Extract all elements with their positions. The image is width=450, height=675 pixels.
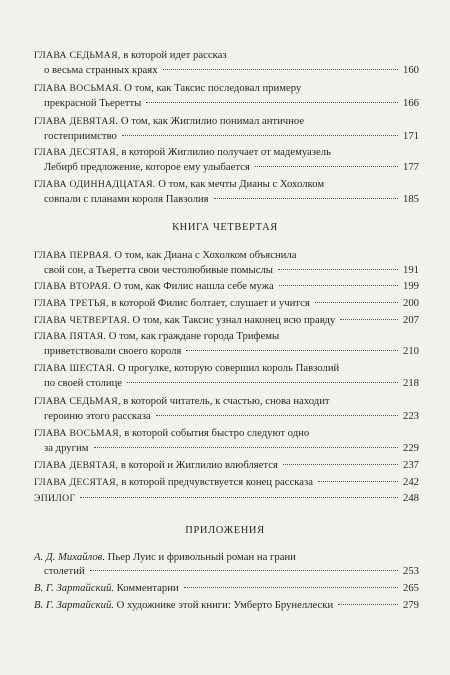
- chapter-title-line: гостеприимство: [44, 130, 117, 142]
- chapter-title-line: в которой события быстро следуют одно: [124, 427, 310, 439]
- book-four-heading: КНИГА ЧЕТВЕРТАЯ: [172, 222, 278, 233]
- chapter-heading: ГЛАВА ШЕСТАЯ.: [34, 363, 116, 374]
- dot-leader: [278, 269, 398, 270]
- page-number: 248: [402, 492, 419, 504]
- chapter-title-line: О прогулке, которую совершил король Павзолий: [117, 362, 340, 374]
- page-number: 166: [402, 97, 419, 109]
- toc-entry: [34, 177, 419, 206]
- article-title-line: столетий: [44, 565, 85, 577]
- chapter-heading: ГЛАВА ЧЕТВЕРТАЯ.: [34, 315, 130, 326]
- page-number: 237: [402, 459, 419, 471]
- chapter-title-line: Лебирб предложение, которое ему улыбается: [44, 161, 250, 173]
- toc-entry: [34, 550, 419, 578]
- chapter-title-line: в которой Филис болтает, слушает и учится: [111, 297, 310, 309]
- chapter-heading: ГЛАВА ДЕСЯТАЯ,: [34, 477, 119, 488]
- appendices-heading: ПРИЛОЖЕНИЯ: [185, 525, 265, 536]
- page-number: 253: [402, 565, 419, 577]
- epilogue-heading: ЭПИЛОГ: [34, 493, 76, 504]
- chapter-title-line: О том, как граждане города Трифемы: [108, 330, 280, 342]
- dot-leader: [122, 135, 398, 136]
- toc-entry: [34, 458, 419, 473]
- chapter-title-line: в которой и Жиглилио влюбляется: [120, 459, 278, 471]
- article-title-line: О художнике этой книги: Умберто Брунеллески: [116, 599, 334, 611]
- chapter-heading: ГЛАВА ПЯТАЯ.: [34, 331, 107, 342]
- dot-leader: [255, 166, 398, 167]
- toc-entry: [34, 598, 419, 612]
- page-number: 242: [402, 476, 419, 488]
- toc-entry: [34, 48, 419, 77]
- chapter-title-line: в которой Жиглилио получает от мадемуазель: [121, 146, 331, 158]
- toc-entry: [34, 475, 419, 490]
- dot-leader: [90, 570, 398, 571]
- chapter-title-line: О том, как Диана с Хохолком объяснила: [114, 249, 297, 261]
- dot-leader: [283, 464, 398, 465]
- chapter-title-line: свой сон, а Тьеретта свои честолюбивые помыслы: [44, 264, 273, 276]
- article-title-line: Комментарии: [116, 582, 179, 594]
- page-number: 229: [402, 442, 419, 454]
- chapter-title-line: о весьма странных краях: [44, 64, 158, 76]
- dot-leader: [94, 447, 398, 448]
- dot-leader: [146, 102, 398, 103]
- page-number: 218: [402, 377, 419, 389]
- chapter-heading: ГЛАВА СЕДЬМАЯ,: [34, 396, 121, 407]
- dot-leader: [156, 415, 398, 416]
- toc-entry: [34, 581, 419, 595]
- dot-leader: [214, 198, 398, 199]
- chapter-title-line: по своей столице: [44, 377, 123, 389]
- page-number: 207: [402, 314, 419, 326]
- article-title-line: Пьер Луис и фривольный роман на грани: [107, 551, 296, 563]
- page-number: 177: [402, 161, 419, 173]
- page-number: 191: [402, 264, 419, 276]
- toc-entry: [34, 426, 419, 455]
- chapter-title-line: приветствовали своего короля: [44, 345, 182, 357]
- toc-entry: [34, 329, 419, 358]
- toc-entry: [34, 114, 419, 143]
- dot-leader: [318, 481, 398, 482]
- dot-leader: [338, 604, 398, 605]
- toc-entry: [34, 361, 419, 390]
- chapter-title-line: прекрасной Тьеретты: [44, 97, 142, 109]
- page-number: 223: [402, 410, 419, 422]
- page-number: 185: [402, 193, 419, 205]
- chapter-heading: ГЛАВА ДЕВЯТАЯ.: [34, 116, 119, 127]
- page-number: 199: [402, 280, 419, 292]
- chapter-heading: ГЛАВА ВТОРАЯ.: [34, 281, 111, 292]
- toc-entry: [34, 81, 419, 110]
- dot-leader: [80, 497, 398, 498]
- chapter-heading: ГЛАВА ДЕСЯТАЯ,: [34, 147, 119, 158]
- chapter-title-line: совпали с планами короля Павзолия: [44, 193, 209, 205]
- author-name: В. Г. Зартайский.: [34, 582, 114, 594]
- chapter-heading: ГЛАВА ОДИННАДЦАТАЯ.: [34, 179, 156, 190]
- chapter-title-line: за другим: [44, 442, 89, 454]
- toc-entry: [34, 296, 419, 311]
- chapter-title-line: О том, как Таксис узнал наконец всю правду: [132, 314, 336, 326]
- page-number: 160: [402, 64, 419, 76]
- page-number: 200: [402, 297, 419, 309]
- chapter-title-line: в которой идет рассказ: [123, 49, 227, 61]
- chapter-title-line: О том, как Таксис последовал примеру: [124, 82, 302, 94]
- toc-entry: [34, 394, 419, 423]
- chapter-title-line: героиню этого рассказа: [44, 410, 151, 422]
- chapter-heading: ГЛАВА ВОСЬМАЯ.: [34, 83, 122, 94]
- chapter-title-line: в которой предчувствуется конец рассказа: [121, 476, 314, 488]
- dot-leader: [279, 285, 398, 286]
- author-name: А. Д. Михайлов.: [34, 551, 105, 563]
- page-number: 265: [402, 582, 419, 594]
- chapter-heading: ГЛАВА СЕДЬМАЯ,: [34, 50, 121, 61]
- chapter-title-line: О том, как мечты Дианы с Хохолком: [158, 178, 325, 190]
- chapter-title-line: О том, как Филис нашла себе мужа: [113, 280, 274, 292]
- author-name: В. Г. Зартайский.: [34, 599, 114, 611]
- chapter-heading: ГЛАВА ПЕРВАЯ.: [34, 250, 112, 261]
- chapter-heading: ГЛАВА ВОСЬМАЯ,: [34, 428, 122, 439]
- toc-entry: [34, 248, 419, 277]
- dot-leader: [340, 319, 398, 320]
- toc-entry: [34, 279, 419, 294]
- page-number: 171: [402, 130, 419, 142]
- chapter-title-line: в которой читатель, к счастью, снова находит: [123, 395, 330, 407]
- chapter-heading: ГЛАВА ТРЕТЬЯ,: [34, 298, 109, 309]
- chapter-title-line: О том, как Жиглилио понимал античное: [120, 115, 305, 127]
- dot-leader: [163, 69, 398, 70]
- toc-entry: [34, 145, 419, 174]
- dot-leader: [186, 350, 398, 351]
- dot-leader: [127, 382, 398, 383]
- page-number: 210: [402, 345, 419, 357]
- toc-entry: [34, 491, 419, 506]
- page-number: 279: [402, 599, 419, 611]
- chapter-heading: ГЛАВА ДЕВЯТАЯ,: [34, 460, 119, 471]
- dot-leader: [315, 302, 398, 303]
- toc-entry: [34, 313, 419, 328]
- dot-leader: [184, 587, 398, 588]
